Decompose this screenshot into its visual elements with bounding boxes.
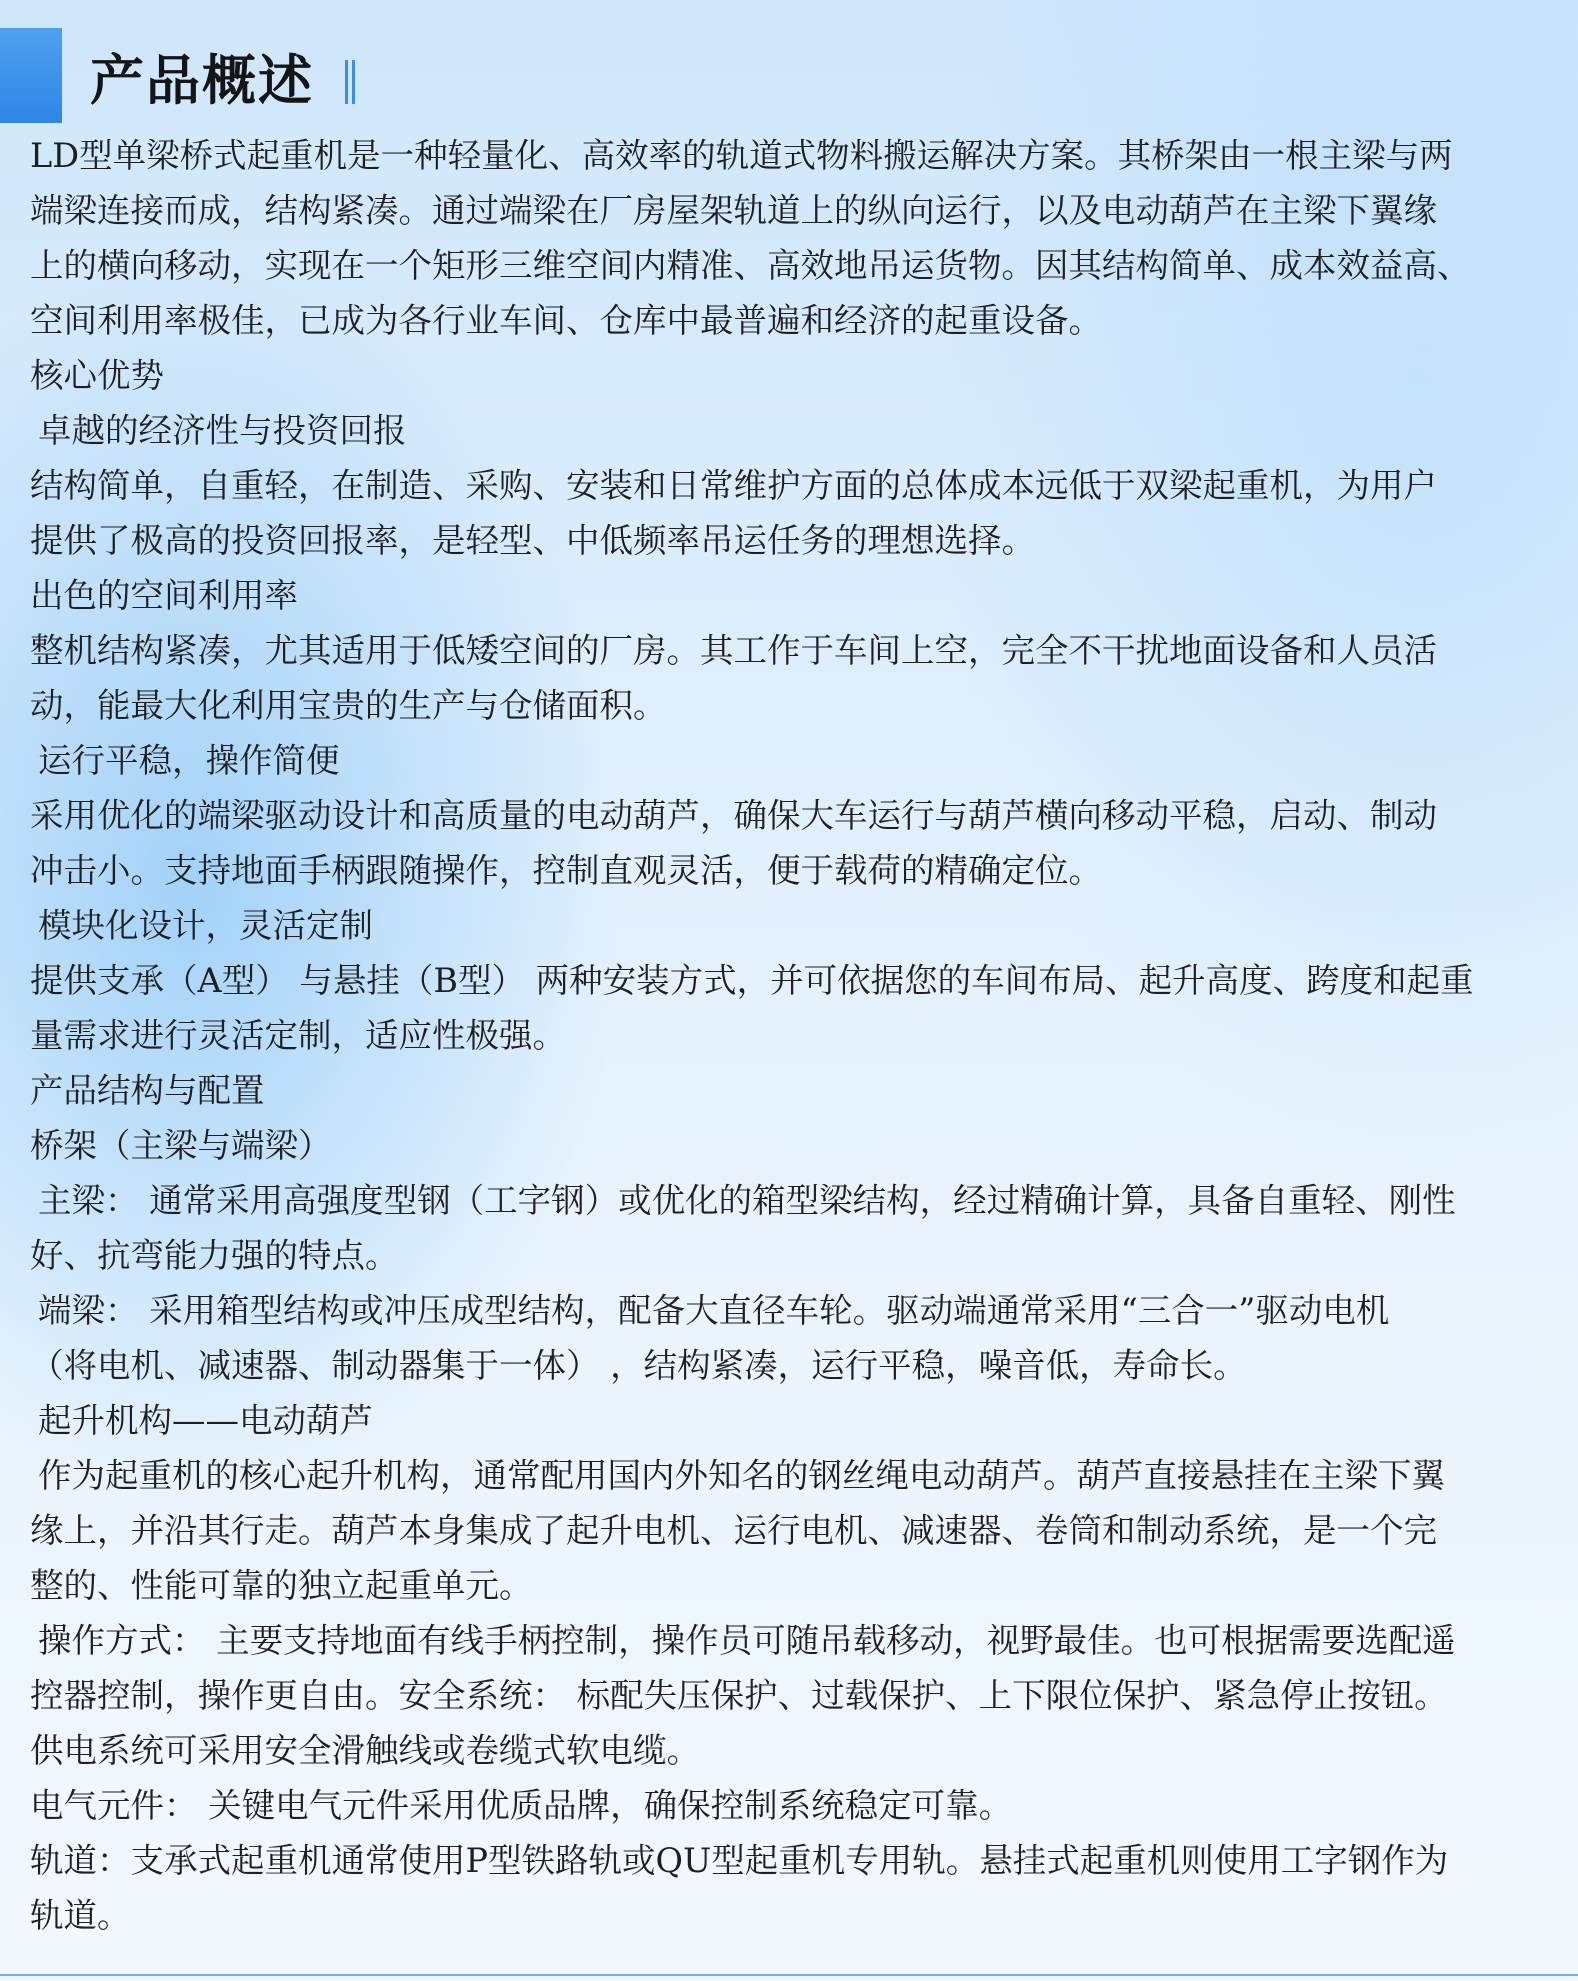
text-line: LD型单梁桥式起重机是一种轻量化、高效率的轨道式物料搬运解决方案。其桥架由一根主梁与两 [30, 136, 1453, 175]
text-line: 上的横向移动，实现在一个矩形三维空间内精准、高效地吊运货物。因其结构简单、成本效益高、 [30, 246, 1471, 285]
text-line: 轨道。 [30, 1896, 131, 1935]
body-text [30, 128, 1558, 1943]
text-line: 电气元件： 关键电气元件采用优质品牌，确保控制系统稳定可靠。 [30, 1786, 1013, 1825]
bottom-divider [0, 1974, 1578, 1976]
subheading-modular: 模块化设计，灵活定制 [38, 906, 373, 945]
text-line: 提供了极高的投资回报率，是轻型、中低频率吊运任务的理想选择。 [30, 521, 1035, 560]
text-line: 操作方式： 主要支持地面有线手柄控制，操作员可随吊载移动，视野最佳。也可根据需要选配遥 [38, 1621, 1456, 1660]
text-line: 端梁连接而成，结构紧凑。通过端梁在厂房屋架轨道上的纵向运行，以及电动葫芦在主梁下翼缘 [30, 191, 1437, 230]
text-line: 作为起重机的核心起升机构，通常配用国内外知名的钢丝绳电动葫芦。葫芦直接悬挂在主梁下翼 [38, 1456, 1445, 1495]
heading-core-advantages: 核心优势 [30, 356, 164, 395]
heading-structure: 产品结构与配置 [30, 1071, 265, 1110]
page-title: 产品概述 [90, 49, 314, 112]
text-line: 供电系统可采用安全滑触线或卷缆式软电缆。 [30, 1731, 700, 1770]
text-line: 整机结构紧凑，尤其适用于低矮空间的厂房。其工作于车间上空，完全不干扰地面设备和人员活 [30, 631, 1437, 670]
text-line: 冲击小。支持地面手柄跟随操作，控制直观灵活，便于载荷的精确定位。 [30, 851, 1102, 890]
text-line: 控器控制，操作更自由。安全系统： 标配失压保护、过载保护、上下限位保护、紧急停止按钮。 [30, 1676, 1448, 1715]
subheading-space: 出色的空间利用率 [30, 576, 298, 615]
section-header [0, 28, 500, 123]
text-line: 提供支承（A型） 与悬挂（B型） 两种安装方式，并可依据您的车间布局、起升高度、跨度和起重 [30, 961, 1474, 1000]
subheading-operation: 运行平稳，操作简便 [38, 741, 340, 780]
text-line: 主梁： 通常采用高强度型钢（工字钢）或优化的箱型梁结构，经过精确计算，具备自重轻、刚性 [38, 1181, 1456, 1220]
text-line: 整的、性能可靠的独立起重单元。 [30, 1566, 533, 1605]
text-line: 端梁： 采用箱型结构或冲压成型结构，配备大直径车轮。驱动端通常采用“三合一”驱动电机 [38, 1291, 1390, 1330]
text-line: 空间利用率极佳，已成为各行业车间、仓库中最普遍和经济的起重设备。 [30, 301, 1102, 340]
header-accent-bar [0, 28, 62, 123]
subheading-economy: 卓越的经济性与投资回报 [38, 411, 407, 450]
text-line: 动，能最大化利用宝贵的生产与仓储面积。 [30, 686, 667, 725]
text-line: 轨道：支承式起重机通常使用P型铁路轨或QU型起重机专用轨。悬挂式起重机则使用工字钢作为 [30, 1841, 1449, 1880]
double-bar-icon [345, 60, 356, 104]
text-line: （将电机、减速器、制动器集于一体） ，结构紧凑，运行平稳，噪音低，寿命长。 [30, 1346, 1247, 1385]
text-line: 结构简单，自重轻，在制造、采购、安装和日常维护方面的总体成本远低于双梁起重机，为用户 [30, 466, 1437, 505]
text-line: 好、抗弯能力强的特点。 [30, 1236, 399, 1275]
subheading-hoist: 起升机构——电动葫芦 [38, 1401, 373, 1440]
text-line: 量需求进行灵活定制，适应性极强。 [30, 1016, 566, 1055]
text-line: 采用优化的端梁驱动设计和高质量的电动葫芦，确保大车运行与葫芦横向移动平稳，启动、制动 [30, 796, 1437, 835]
subheading-bridge: 桥架（主梁与端梁） [30, 1126, 332, 1165]
text-line: 缘上，并沿其行走。葫芦本身集成了起升电机、运行电机、减速器、卷筒和制动系统，是一个完 [30, 1511, 1437, 1550]
